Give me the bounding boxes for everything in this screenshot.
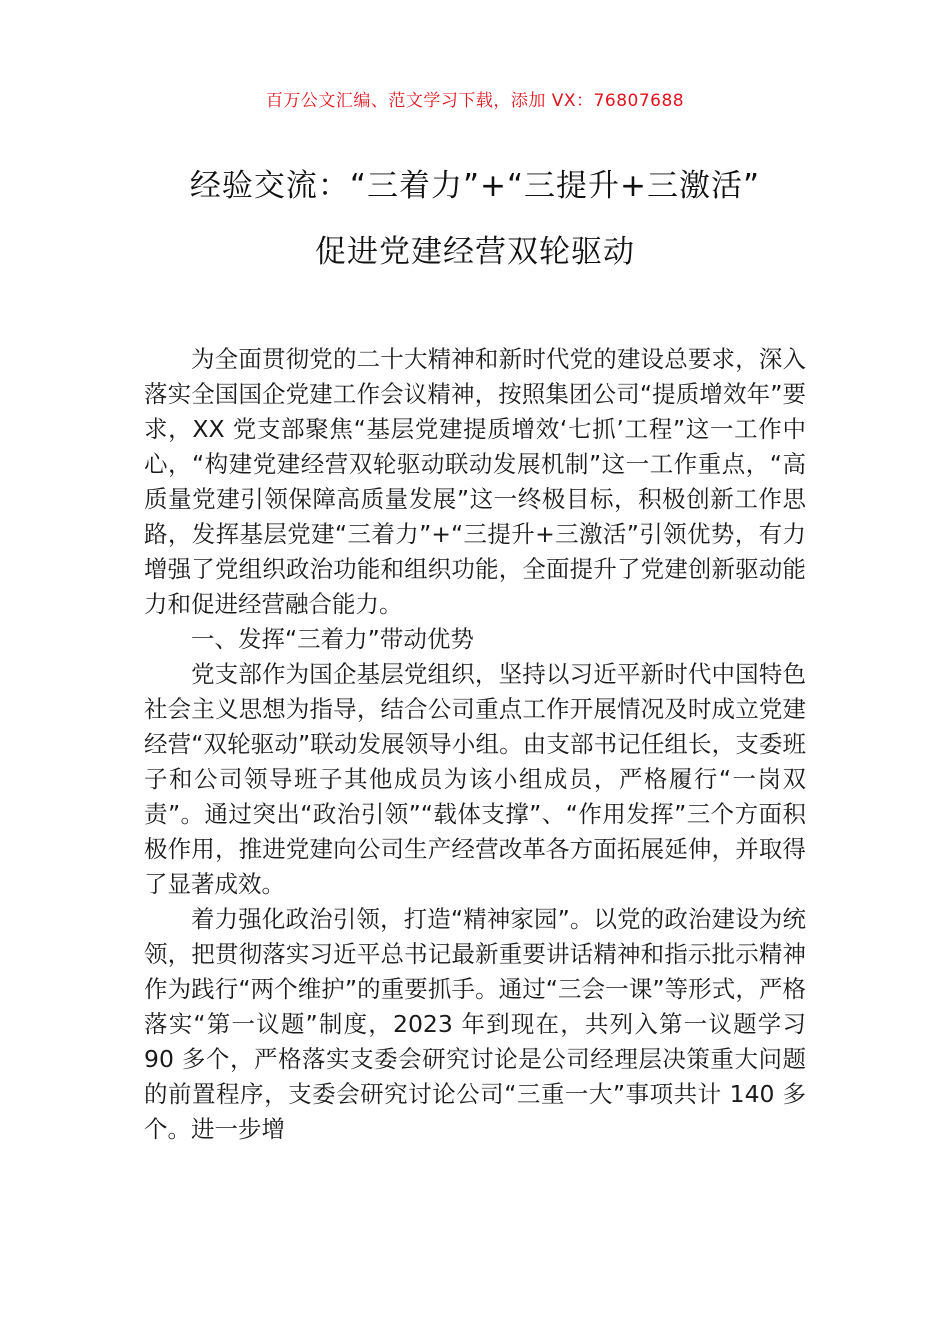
paragraph-intro: 为全面贯彻党的二十大精神和新时代党的建设总要求，深入落实全国国企党建工作会议精神，按照集团公司“提质增效年”要求，XX 党支部聚焦“基层党建提质增效‘七抓’工程”这一工作中心，“构建党建经营双轮驱动联动发展机制”这一工作重点，“高质量党建引领保障高质量发展”这一终极目标，积极创新工作思路，发挥基层党建“三着力”+“三提升+三激活”引领优势，有力增强了党组织政治功能和组织功能，全面提升了党建创新驱动能力和促进经营融合能力。 bbox=[144, 345, 806, 618]
document-title-line-2: 促进党建经营双轮驱动 bbox=[315, 234, 635, 270]
paragraph-political-guidance: 着力强化政治引领，打造“精神家园”。以党的政治建设为统领，把贯彻落实习近平总书记最新重要讲话精神和指示批示精神作为践行“两个维护”的重要抓手。通过“三会一课”等形式，严格落实“第一议题”制度，2023 年到现在，共列入第一议题学习 90 多个，严格落实支委会研究讨论是公司经理层决策重大问题的前置程序，支委会研究讨论公司“三重一大”事项共计 140 多个。进一步增 bbox=[144, 905, 806, 1143]
section-heading-1: 一、发挥“三着力”带动优势 bbox=[191, 625, 474, 653]
watermark-text: 百万公文汇编、范文学习下载，添加 VX：76807688 bbox=[265, 91, 685, 111]
document-body bbox=[144, 342, 806, 1147]
paragraph-section-1: 党支部作为国企基层党组织，坚持以习近平新时代中国特色社会主义思想为指导，结合公司重点工作开展情况及时成立党建经营“双轮驱动”联动发展领导小组。由支部书记任组长，支委班子和公司领导班子其他成员为该小组成员，严格履行“一岗双责”。通过突出“政治引领”“载体支撑”、“作用发挥”三个方面积极作用，推进党建向公司生产经营改革各方面拓展延伸，并取得了显著成效。 bbox=[144, 660, 806, 898]
document-title-line-1: 经验交流：“三着力”+“三提升+三激活” bbox=[189, 168, 761, 204]
